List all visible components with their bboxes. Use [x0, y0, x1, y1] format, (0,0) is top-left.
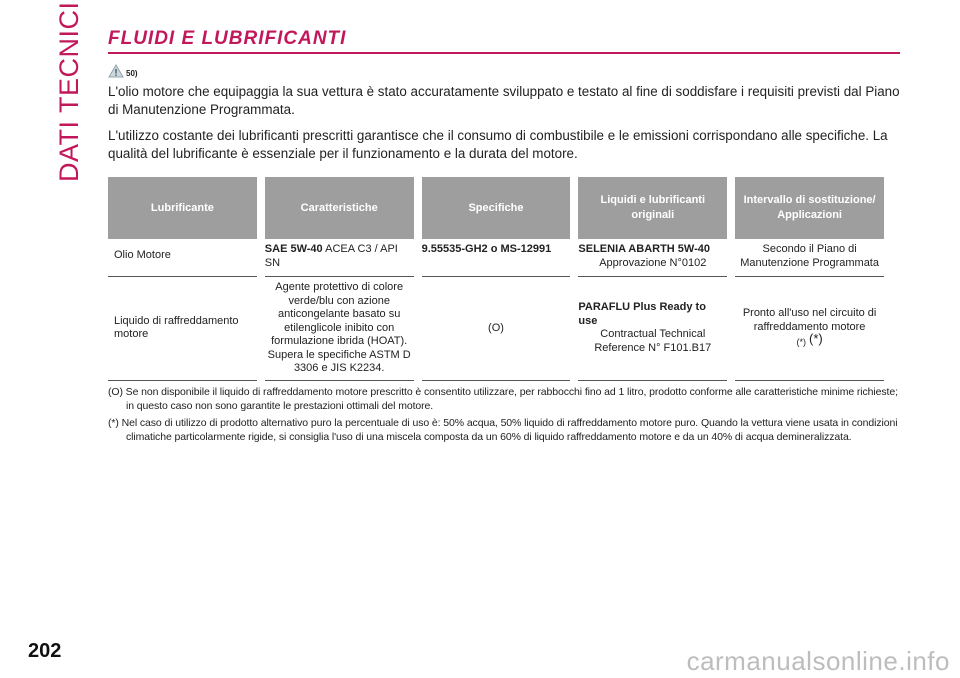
cell-interval-text: Pronto all'uso nel circuito di raffreddamento motore: [742, 307, 877, 333]
intro-paragraph-2: L'utilizzo costante dei lubrificanti prescritti garantisce che il consumo di combustibile e le emissioni corrispondano alle specifiche. La qualità del lubrificante è essenziale per il funzionamento e la durata del motore.: [108, 128, 888, 161]
watermark: carmanualsonline.info: [686, 646, 950, 676]
cell-original-bold: SELENIA ABARTH 5W-40: [578, 243, 710, 255]
cell-interval: [735, 239, 884, 277]
header-interval: Intervallo di sostituzione/ Applicazioni: [735, 177, 884, 239]
cell-lubricant: [108, 277, 257, 381]
cell-specifications: [422, 239, 571, 277]
header-original-fluids: Liquidi e lubrificanti originali: [578, 177, 727, 239]
cell-interval: [735, 277, 884, 381]
cell-specifications-text: 9.55535-GH2 o MS-12991: [421, 243, 552, 255]
cell-specifications-text: (O): [488, 321, 504, 334]
table-row: [108, 239, 884, 277]
cell-interval-text: Secondo il Piano di Manutenzione Programmata: [740, 243, 879, 269]
warning-reference-number: 50): [126, 69, 138, 78]
table-header-row: [108, 177, 884, 239]
table-notes: [108, 385, 900, 444]
note-o: (O) Se non disponibile il liquido di raffreddamento motore prescritto è consentito utilizzare, per rabbocchi fino ad 1 litro, prodotto conforme alle caratteristiche minime richieste; in questo caso non sono garantite le prestazioni ottimali del motore.: [108, 385, 898, 412]
cell-lubricant-text: Olio Motore: [114, 249, 171, 261]
intro-paragraph-1: L'olio motore che equipaggia la sua vettura è stato accuratamente sviluppato e testato al fine di soddisfare i requisiti previsti dal Piano di Manutenzione Programmata.: [108, 84, 900, 117]
title-row: [108, 28, 900, 54]
cell-original-fluids: [578, 277, 727, 381]
cell-original-rest: Approvazione N°0102: [599, 256, 707, 269]
main-content: [108, 28, 900, 447]
page-number: 202: [28, 640, 62, 662]
page-title: FLUIDI E LUBRIFICANTI: [108, 28, 347, 49]
cell-original-fluids: [578, 239, 727, 277]
cell-specifications: [422, 277, 571, 381]
cell-characteristics-rest: ACEA C3 / API SN: [264, 243, 398, 269]
cell-interval-footnote-link[interactable]: (*): [809, 331, 823, 346]
cell-characteristics: [265, 239, 414, 277]
cell-original-bold: PARAFLU Plus Ready to use: [578, 301, 706, 327]
header-specifications: Specifiche: [422, 177, 571, 239]
note-asterisk: (*) Nel caso di utilizzo di prodotto alternativo puro la percentuale di uso è: 50% acqua, 50% liquido di raffreddamento motore puro. Quando la vettura viene usata in condizioni climatiche particolarmente rigide, si consiglia l'uso di una miscela composta da un 60% di liquido raffreddamento motore e da un 40% di acqua demineralizzata.: [108, 416, 898, 443]
cell-lubricant-text: Liquido di raffreddamento motore: [114, 314, 239, 341]
cell-characteristics: [265, 277, 414, 381]
header-lubricant: Lubrificante: [108, 177, 257, 239]
header-characteristics: Caratteristiche: [265, 177, 414, 239]
warning-triangle-icon: [108, 64, 124, 78]
cell-characteristics-bold: SAE 5W-40: [264, 243, 323, 255]
lubricants-table: [100, 177, 892, 381]
warning-reference: [108, 64, 900, 78]
cell-interval-footnote-mark: (*): [796, 337, 806, 347]
section-side-tab: [54, 1, 84, 182]
table-row: [108, 277, 884, 381]
section-side-tab-label: DATI TECNICI: [54, 1, 84, 182]
cell-characteristics-text: Agente protettivo di colore verde/blu con azione anticongelante basato su etilenglicole inibito con formulazione ibrida (HOAT). Supera le specifiche ASTM D 3306 e JIS K2234.: [267, 281, 411, 374]
cell-original-rest: Contractual Technical Reference N° F101.B17: [594, 328, 712, 354]
cell-lubricant: [108, 239, 257, 277]
